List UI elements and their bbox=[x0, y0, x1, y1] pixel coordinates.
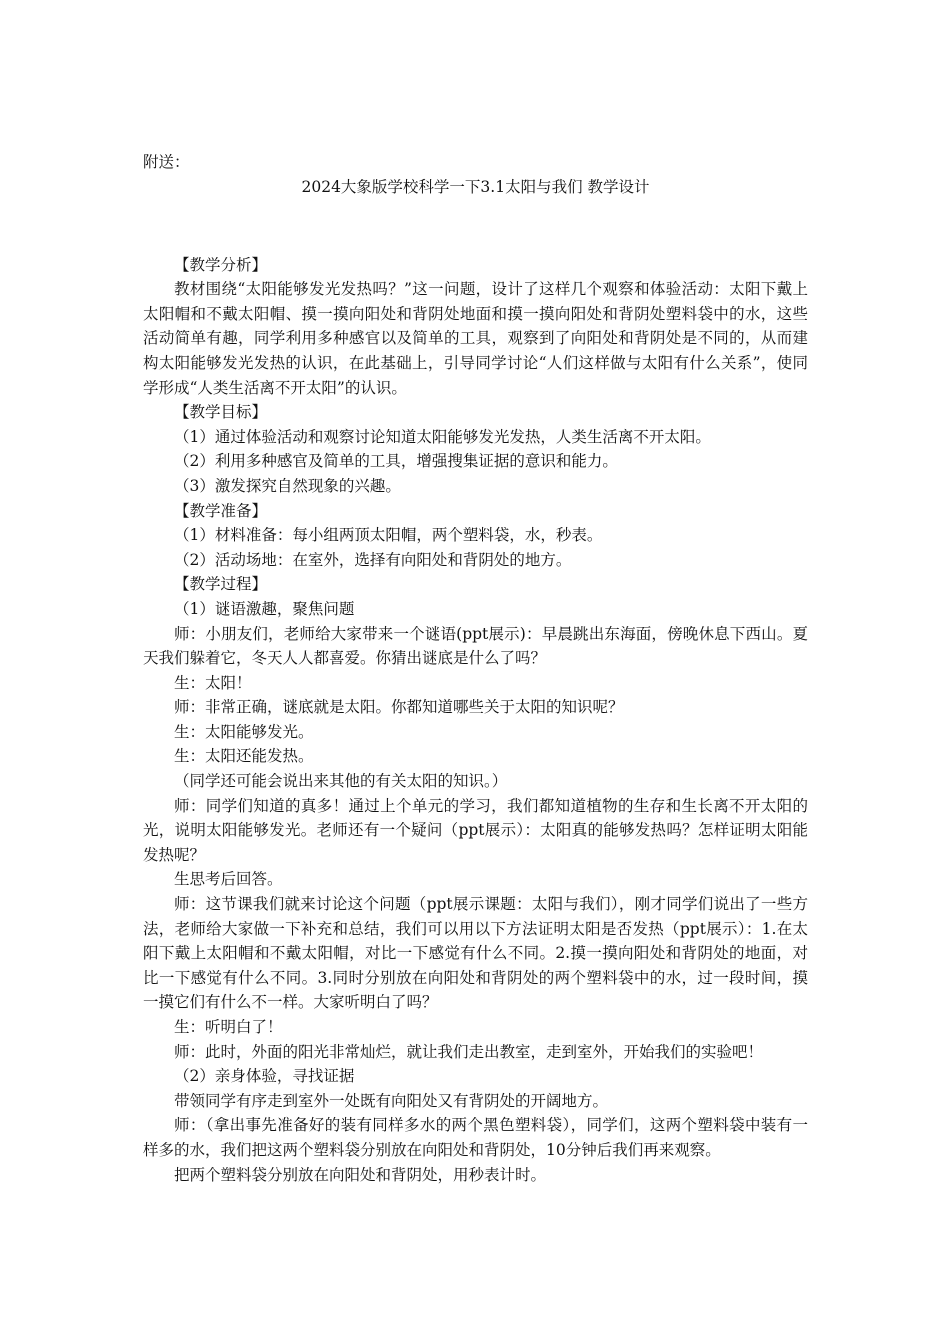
paragraph: 师：此时，外面的阳光非常灿烂，就让我们走出教室，走到室外，开始我们的实验吧！ bbox=[174, 1042, 764, 1061]
paragraph: 师：（拿出事先准备好的装有同样多水的两个黑色塑料袋），同学们，这两个塑料袋中装有一样多的水，我们把这两个塑料袋分别放在向阳处和背阴处，10分钟后我们再来观察。 bbox=[143, 1116, 808, 1159]
section-heading-preparation: 【教学准备】 bbox=[174, 501, 268, 520]
paragraph: 师：非常正确，谜底就是太阳。你都知道哪些关于太阳的知识呢？ bbox=[174, 698, 624, 717]
paragraph: （2）利用多种感官及简单的工具，增强搜集证据的意识和能力。 bbox=[174, 452, 618, 471]
paragraph: 教材围绕“太阳能够发光发热吗？”这一问题，设计了这样几个观察和体验活动：太阳下戴上太阳帽和不戴太阳帽、摸一摸向阳处和背阴处地面和摸一摸向阳处和背阴处塑料袋中的水，这些活动简单有趣，同学利用多种感官以及简单的工具，观察到了向阳处和背阴处是不同的，从而建构太阳能够发光发热的认识，在此基础上，引导同学讨论“人们这样做与太阳有什么关系”，使同学形成“人类生活离不开太阳”的认识。 bbox=[143, 280, 808, 397]
document-title: 2024大象版学校科学一下3.1太阳与我们 教学设计 bbox=[301, 177, 650, 196]
paragraph: （同学还可能会说出来其他的有关太阳的知识。） bbox=[174, 772, 508, 791]
section-heading-analysis: 【教学分析】 bbox=[174, 255, 268, 274]
paragraph: （3）激发探究自然现象的兴趣。 bbox=[174, 476, 401, 495]
document-prefix: 附送： bbox=[143, 153, 190, 171]
paragraph: （1）通过体验活动和观察讨论知道太阳能够发光发热，人类生活离不开太阳。 bbox=[174, 427, 711, 446]
paragraph: 师：同学们知道的真多！通过上个单元的学习，我们都知道植物的生存和生长离不开太阳的光，说明太阳能够发光。老师还有一个疑问（ppt展示）：太阳真的能够发热吗？怎样证明太阳能发热呢？ bbox=[143, 796, 808, 864]
paragraph: 生思考后回答。 bbox=[174, 870, 283, 889]
paragraph: 带领同学有序走到室外一处既有向阳处又有背阴处的开阔地方。 bbox=[174, 1091, 609, 1110]
paragraph: （1）材料准备：每小组两顶太阳帽，两个塑料袋，水，秒表。 bbox=[174, 526, 603, 545]
paragraph: 生：太阳！ bbox=[174, 673, 252, 692]
document-page bbox=[143, 150, 808, 1187]
paragraph: （2）活动场地：在室外，选择有向阳处和背阴处的地方。 bbox=[174, 550, 572, 569]
paragraph: （1）谜语激趣，聚焦问题 bbox=[174, 599, 355, 618]
section-heading-goals: 【教学目标】 bbox=[174, 403, 268, 422]
paragraph: 生：太阳还能发热。 bbox=[174, 747, 314, 766]
section-heading-process: 【教学过程】 bbox=[174, 575, 268, 594]
paragraph: 生：听明白了！ bbox=[174, 1018, 283, 1036]
paragraph: （2）亲身体验，寻找证据 bbox=[174, 1067, 355, 1086]
paragraph: 把两个塑料袋分别放在向阳处和背阴处，用秒表计时。 bbox=[174, 1165, 547, 1184]
paragraph: 生：太阳能够发光。 bbox=[174, 722, 314, 741]
paragraph: 师：这节课我们就来讨论这个问题（ppt展示课题：太阳与我们），刚才同学们说出了一些方法，老师给大家做一下补充和总结，我们可以用以下方法证明太阳是否发热（ppt展示）：1.在太阳下戴上太阳帽和不戴太阳帽，对比一下感觉有什么不同。2.摸一摸向阳处和背阴处的地面，对比一下感觉有什么不同。3.同时分别放在向阳处和背阴处的两个塑料袋中的水，过一段时间，摸一摸它们有什么不一样。大家听明白了吗？ bbox=[143, 895, 808, 1012]
paragraph: 师：小朋友们，老师给大家带来一个谜语(ppt展示)：早晨跳出东海面，傍晚休息下西山。夏天我们躲着它，冬天人人都喜爱。你猜出谜底是什么了吗？ bbox=[143, 624, 808, 668]
